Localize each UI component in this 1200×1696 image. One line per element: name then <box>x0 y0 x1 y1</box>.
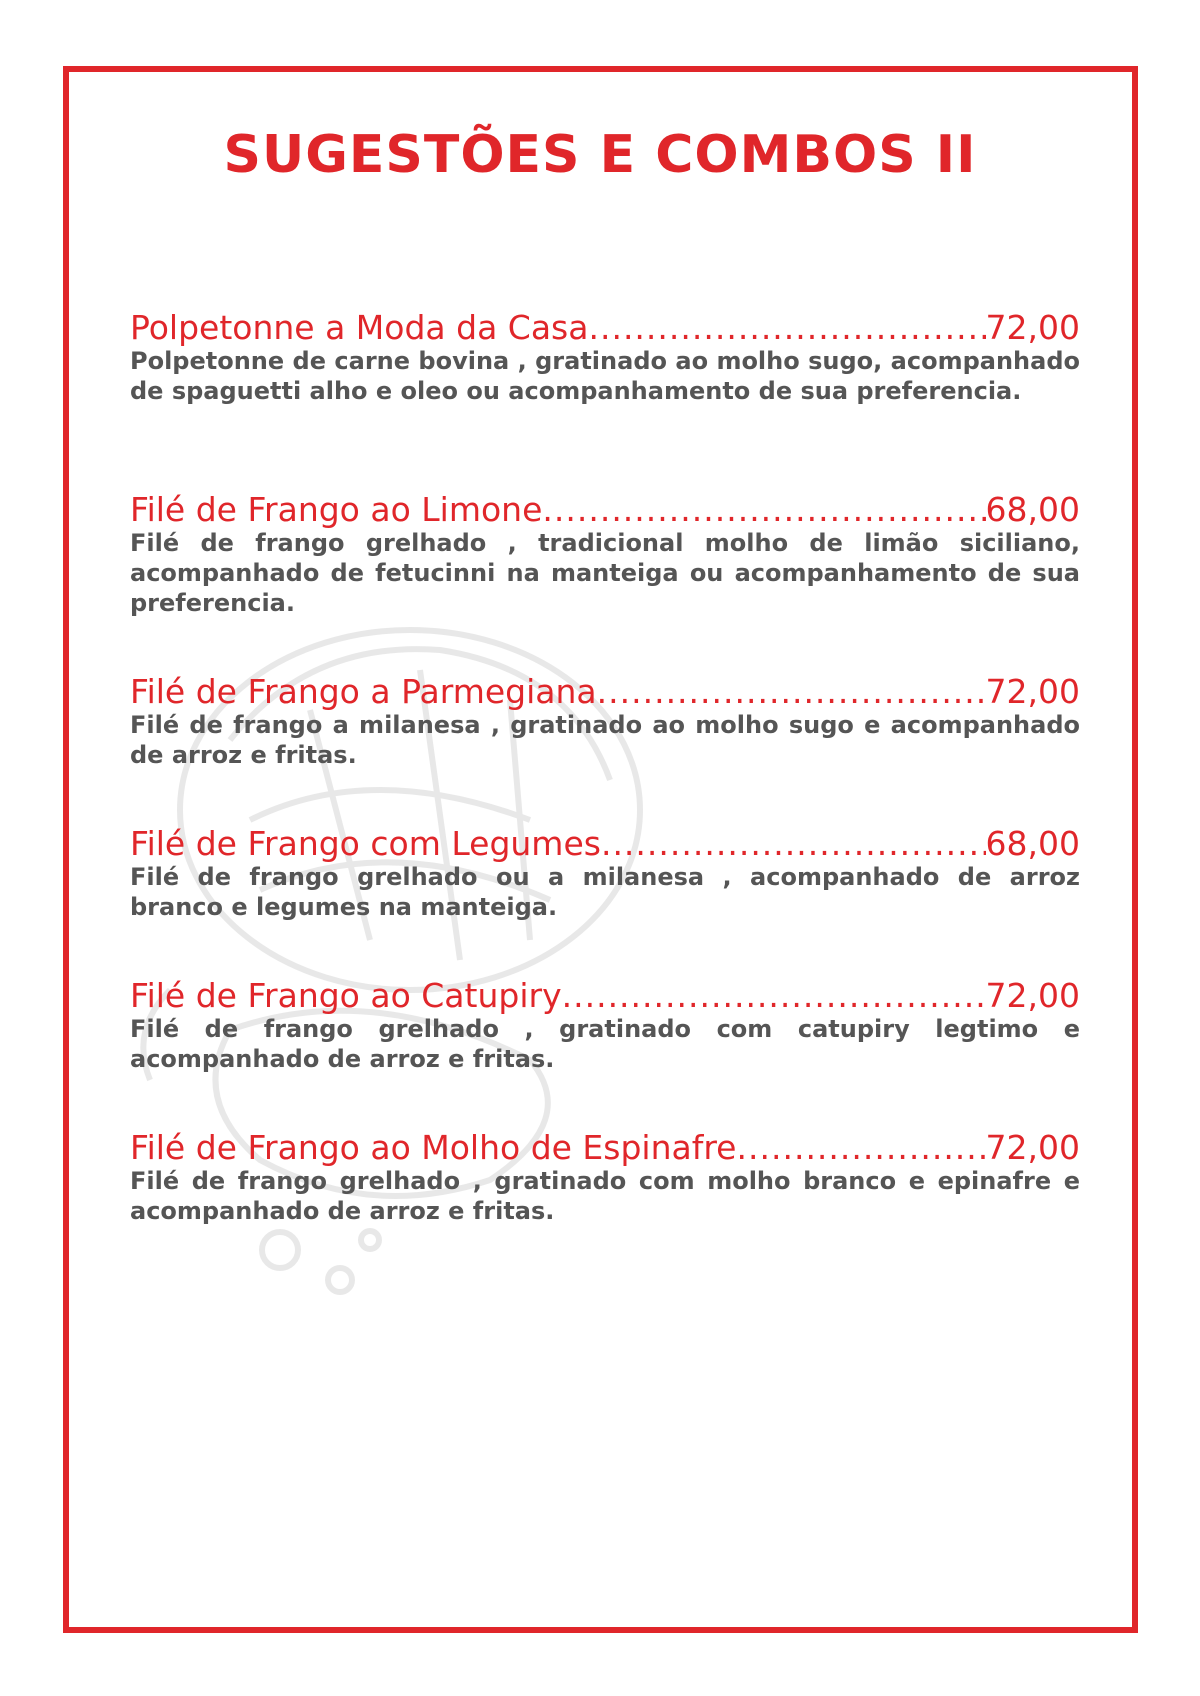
menu-item-price: 72,00 <box>985 1130 1080 1166</box>
menu-item-header <box>130 1130 1080 1166</box>
menu-item <box>130 978 1080 1074</box>
menu-item-header <box>130 492 1080 528</box>
menu-item-description: Filé de frango grelhado , tradicional molho de limão siciliano, acompanhado de fetucinni na manteiga ou acompanhamento de sua preferencia. <box>130 529 1080 617</box>
menu-item-description: Filé de frango grelhado , gratinado com molho branco e epinafre e acompanhado de arroz e fritas. <box>130 1167 1080 1225</box>
dot-leader <box>542 492 985 528</box>
dot-leader <box>737 1130 986 1166</box>
menu-item-description: Filé de frango grelhado , gratinado com catupiry legtimo e acompanhado de arroz e fritas. <box>130 1015 1080 1073</box>
menu-item-name: Filé de Frango com Legumes <box>130 826 601 862</box>
menu-item-name: Filé de Frango a Parmegiana <box>130 674 597 710</box>
menu-item-name: Filé de Frango ao Catupiry <box>130 978 562 1014</box>
menu-item-name: Filé de Frango ao Limone <box>130 492 543 528</box>
menu-item-description: Filé de frango a milanesa , gratinado ao molho sugo e acompanhado de arroz e fritas. <box>130 711 1080 769</box>
menu-item-price: 68,00 <box>985 826 1080 862</box>
menu-item <box>130 826 1080 922</box>
menu-item-price: 72,00 <box>985 674 1080 710</box>
menu-item <box>130 492 1080 618</box>
menu-item-name: Polpetonne a Moda da Casa <box>130 310 589 346</box>
menu-item-description: Filé de frango grelhado ou a milanesa , acompanhado de arroz branco e legumes na manteiga. <box>130 863 1080 921</box>
menu-item-header <box>130 674 1080 710</box>
dot-leader <box>601 826 986 862</box>
menu-item-name: Filé de Frango ao Molho de Espinafre <box>130 1130 737 1166</box>
menu-item-price: 72,00 <box>985 310 1080 346</box>
menu-item-header <box>130 310 1080 346</box>
dot-leader <box>588 310 985 346</box>
menu-item <box>130 1130 1080 1226</box>
menu-item-price: 72,00 <box>985 978 1080 1014</box>
menu-item-description: Polpetonne de carne bovina , gratinado ao molho sugo, acompanhado de spaguetti alho e oleo ou acompanhamento de sua preferencia. <box>130 347 1080 405</box>
menu-item <box>130 310 1080 406</box>
menu-item-price: 68,00 <box>985 492 1080 528</box>
menu-item-header <box>130 978 1080 1014</box>
menu-item-header <box>130 826 1080 862</box>
dot-leader <box>597 674 986 710</box>
menu-item <box>130 674 1080 770</box>
dot-leader <box>562 978 986 1014</box>
page-title: SUGESTÕES E COMBOS II <box>223 125 977 185</box>
